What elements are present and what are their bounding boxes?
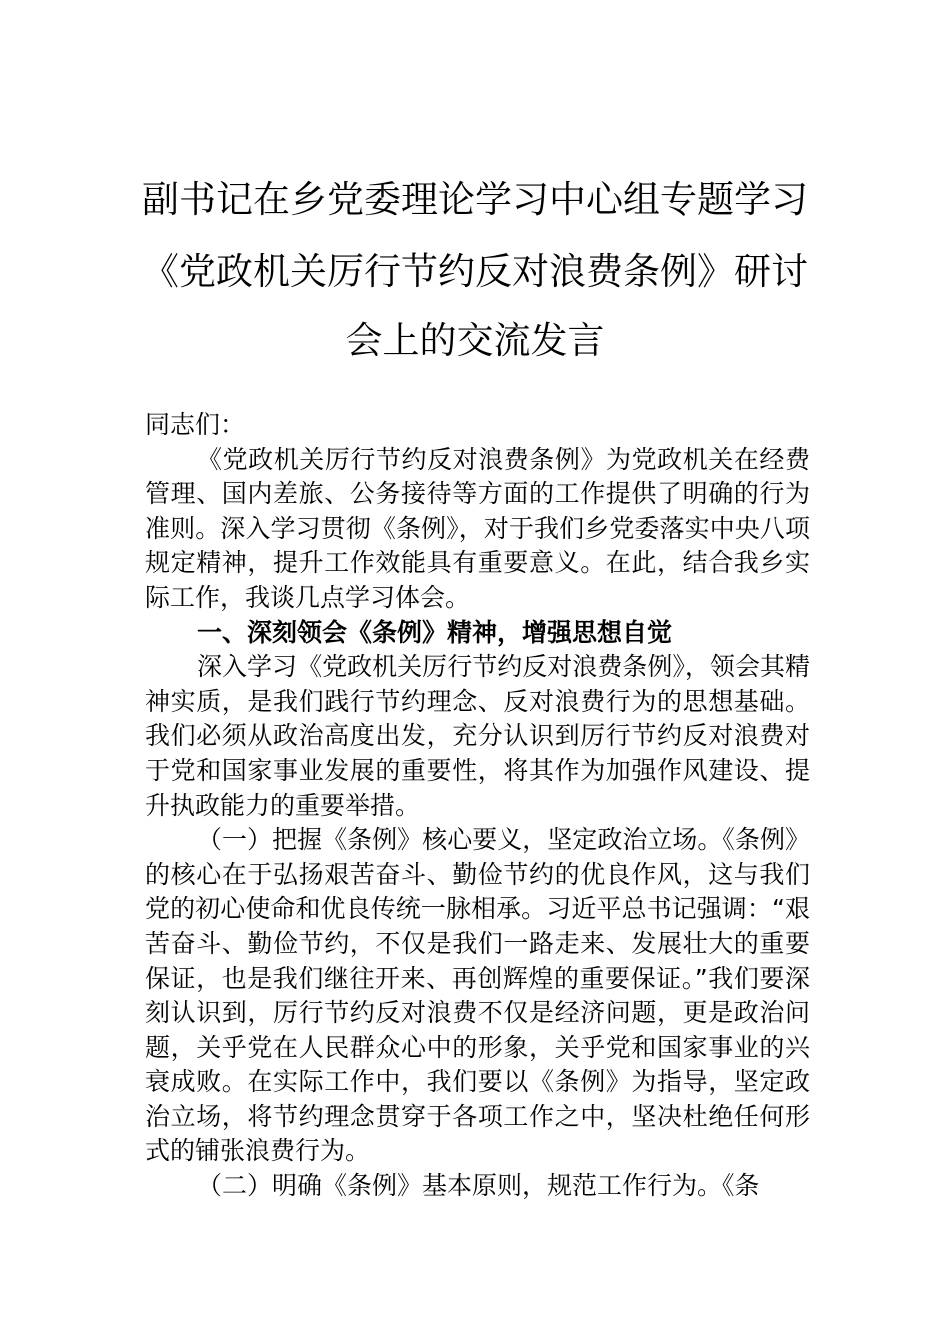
paragraph-intro: 《党政机关厉行节约反对浪费条例》为党政机关在经费管理、国内差旅、公务接待等方面的工作提供了明确的行为准则。深入学习贯彻《条例》，对于我们乡党委落实中央八项规定精神，提升工作效能具有重要意义。在此，结合我乡实际工作，我谈几点学习体会。: [145, 444, 810, 612]
paragraph-section-1: 深入学习《党政机关厉行节约反对浪费条例》，领会其精神实质，是我们践行节约理念、反对浪费行为的思想基础。我们必须从政治高度出发，充分认识到厉行节约反对浪费对于党和国家事业发展的重要性，将其作为加强作风建设、提升执政能力的重要举措。: [145, 652, 810, 820]
document-title-line-1: 副书记在乡党委理论学习中心组专题学习: [142, 178, 808, 221]
salutation: 同志们：: [145, 410, 246, 439]
paragraph-subsection-1: （一）把握《条例》核心要义，坚定政治立场。《条例》的核心在于弘扬艰苦奋斗、勤俭节约的优良作风，这与我们党的初心使命和优良传统一脉相承。习近平总书记强调：“艰苦奋斗、勤俭节约，不仅是我们一路走来、发展壮大的重要保证，也是我们继往开来、再创辉煌的重要保证。”我们要深刻认识到，厉行节约反对浪费不仅是经济问题，更是政治问题，关乎党在人民群众心中的形象，关乎党和国家事业的兴衰成败。在实际工作中，我们要以《条例》为指导，坚定政治立场，将节约理念贯穿于各项工作之中，坚决杜绝任何形式的铺张浪费行为。: [145, 825, 810, 1166]
document-title-line-2: 《党政机关厉行节约反对浪费条例》研讨: [142, 250, 808, 293]
paragraph-subsection-2: （二）明确《条例》基本原则，规范工作行为。《条: [197, 1171, 760, 1201]
section-heading-1: 一、深刻领会《条例》精神，增强思想自觉: [197, 617, 673, 647]
document-title-line-3: 会上的交流发言: [345, 319, 605, 362]
document-body: [145, 408, 810, 1204]
